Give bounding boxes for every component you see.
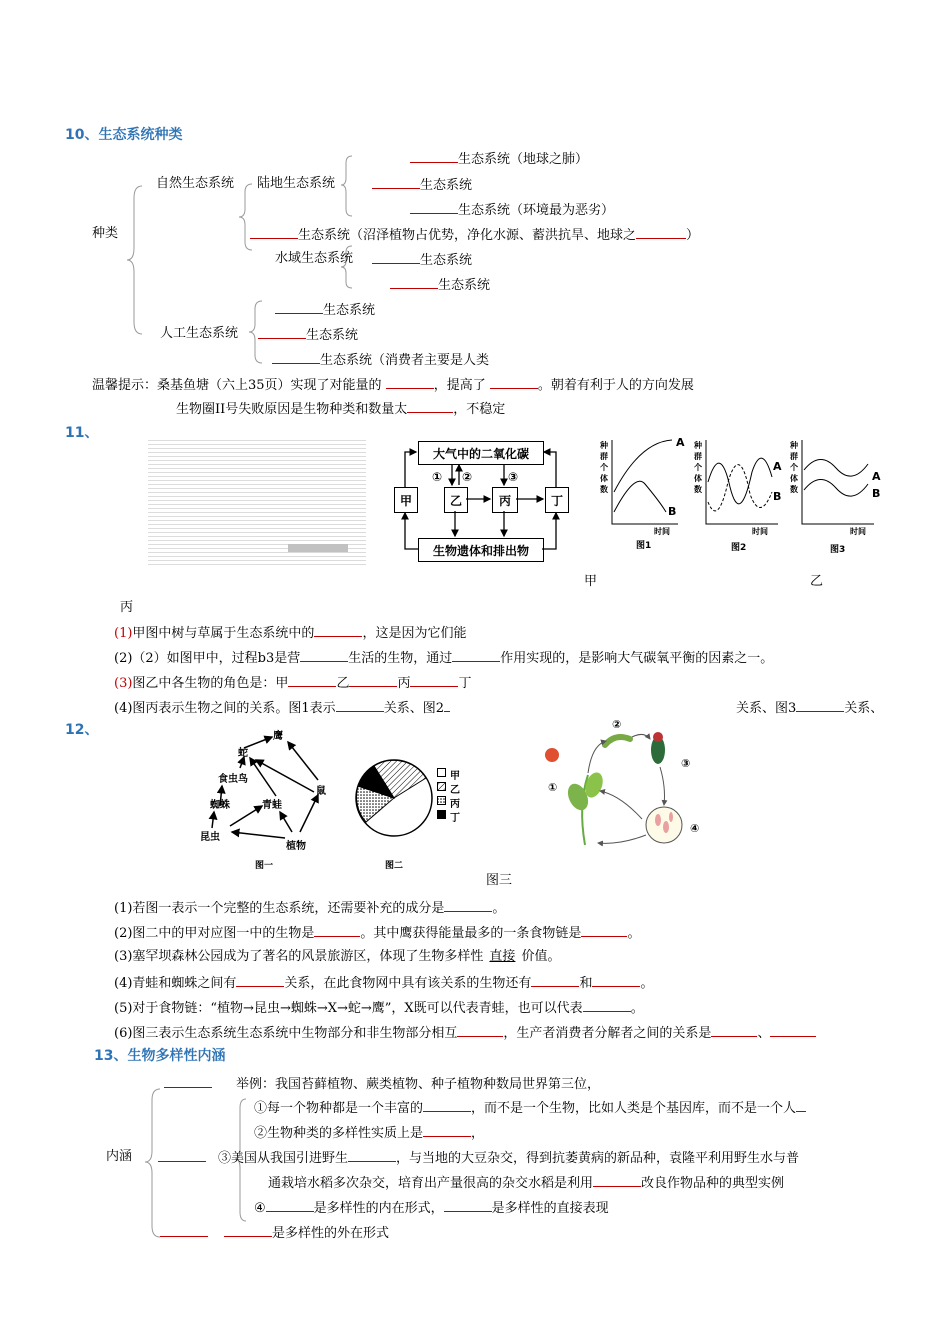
text: 是多样性的内在形式， [313, 1201, 444, 1216]
fig3-label-2: ② [612, 718, 622, 731]
text: 价值。 [521, 949, 561, 964]
g1-a: A [676, 436, 685, 449]
rengong-label: 人工生态系统 [160, 326, 239, 341]
blank[interactable] [348, 1149, 396, 1162]
pie-legend-swatches [437, 768, 447, 820]
text: 举例：我国苔藓植物、蕨类植物、种子植物种数局世界第三位， [236, 1077, 601, 1092]
node-frog: 青蛙 [262, 800, 282, 811]
text: (3)塞罕坝森林公园成为了著名的风景旅游区，体现了生物多样性 [114, 949, 484, 964]
text: ，这是因为它们能 [362, 626, 467, 641]
text: 甲图中树与草属于生态系统中的 [132, 626, 315, 641]
g3-b: B [872, 487, 881, 500]
ecosystem-cycle-illustration [540, 715, 710, 860]
remains-box: 生物遗体和排出物 [418, 538, 544, 562]
blank[interactable] [224, 1224, 272, 1237]
blank[interactable] [770, 1024, 816, 1037]
legend-yi: 乙 [450, 785, 460, 796]
legend-jia: 甲 [450, 771, 460, 782]
box-jia: 甲 [394, 487, 418, 513]
text: 生活的生物，通过 [348, 651, 453, 666]
qnum: (3) [114, 676, 133, 691]
answer-text: 直接 [489, 949, 516, 964]
s13-l2 [254, 1124, 484, 1142]
legend-ding: 丁 [450, 813, 460, 824]
sun-icon [545, 748, 559, 762]
blank[interactable] [593, 1174, 641, 1187]
text: (2)（2）如图甲中，过程b3是营 [114, 651, 301, 666]
s12-q4 [114, 974, 653, 992]
blank[interactable] [444, 1199, 492, 1212]
text: 。朝着有利于人的方向发展 [537, 378, 694, 393]
zhonglei-label: 种类 [92, 226, 119, 241]
fig3-label-1: ① [548, 781, 558, 794]
s12-q5 [114, 999, 644, 1017]
blank[interactable] [160, 1224, 208, 1237]
text: (6)图三表示生态系统生态系统中生物部分和非生物部分相互 [114, 1026, 458, 1041]
text: 生态系统 [323, 303, 376, 318]
text: 。 [627, 926, 641, 941]
graph-3-caption: 图3 [830, 545, 846, 555]
co2-box: 大气中的二氧化碳 [418, 441, 544, 465]
text: 乙 [336, 676, 350, 691]
section-13-title: 13、生物多样性内涵 [94, 1048, 226, 1064]
text: ④ [254, 1201, 266, 1216]
node-spider: 蜘蛛 [210, 800, 230, 811]
text: ，提高了 [433, 378, 486, 393]
box-bing: 丙 [492, 487, 518, 513]
blank[interactable] [423, 1099, 471, 1112]
shuiyu-label: 水域生态系统 [275, 251, 354, 266]
text: 。 [640, 976, 654, 991]
section-10-title: 10、生态系统种类 [65, 127, 183, 143]
fig3-label-3: ③ [681, 757, 691, 770]
text: (4)青蛙和蜘蛛之间有 [114, 976, 237, 991]
text: 改良作物品种的典型实例 [641, 1176, 785, 1191]
graph-1-caption: 图1 [636, 541, 652, 551]
y-label-3: 种群个体数 [790, 441, 798, 494]
g2-b: B [773, 490, 782, 503]
blank[interactable] [583, 999, 631, 1012]
caption-yi: 乙 [810, 574, 824, 589]
text: 、 [757, 1026, 771, 1041]
node-bird: 食虫鸟 [218, 774, 248, 785]
s12-q6 [114, 1024, 816, 1042]
text: 生态系统 [420, 253, 473, 268]
blank[interactable] [164, 1075, 212, 1088]
figure-2-caption: 图二 [385, 861, 404, 871]
text: 是多样性的外在形式 [272, 1226, 390, 1241]
text: 生态系统（环境最为恶劣） [458, 203, 615, 218]
text: ①每一个物种都是一个丰富的 [254, 1101, 424, 1116]
text: 关系、 [844, 701, 884, 716]
text: ，不稳定 [453, 402, 506, 417]
ziran-label: 自然生态系统 [156, 176, 235, 191]
text: 通栽培水稻多次杂交，培育出产量很高的杂交水稻是利用 [268, 1176, 594, 1191]
blank[interactable] [236, 974, 284, 987]
node-plant: 植物 [286, 841, 306, 852]
text: ③美国从我国引进野生 [218, 1151, 349, 1166]
pie-chart [354, 758, 434, 838]
text: ②生物种类的多样性实质上是 [254, 1126, 424, 1141]
arrow-label-1: ① [432, 470, 443, 484]
s13-l5 [254, 1199, 609, 1217]
text: 是多样性的直接表现 [491, 1201, 609, 1216]
text: (1)若图一表示一个完整的生态系统，还需要补充的成分是 [114, 901, 445, 916]
text: 生物圈II号失败原因是生物种类和数量太 [176, 402, 408, 417]
blank[interactable] [457, 1024, 503, 1037]
arrow-label-2: ② [462, 470, 473, 484]
ludi-label: 陆地生态系统 [257, 176, 336, 191]
text: ，与当地的大豆杂交，得到抗萎黄病的新品种，袁隆平利用野生水与普 [396, 1151, 800, 1166]
text: 作用实现的，是影响大气碳氧平衡的因素之一。 [500, 651, 774, 666]
arrow-label-3: ③ [508, 470, 519, 484]
node-insect: 昆虫 [200, 832, 220, 843]
box-yi: 乙 [444, 487, 468, 513]
blank[interactable] [711, 1024, 757, 1037]
caption-jia: 甲 [584, 574, 598, 589]
text: 关系、图2 [383, 701, 444, 716]
blank[interactable] [314, 924, 360, 937]
section-12-num: 12、 [65, 722, 99, 738]
node-mouse: 鼠 [316, 786, 326, 797]
text: ，生产者消费者分解者之间的关系是 [503, 1026, 712, 1041]
text: ，而不是一个生物，比如人类是个基因库，而不是一个人 [471, 1101, 797, 1116]
text: (4)图丙表示生物之间的关系。图1表示 [114, 701, 336, 716]
text: 温馨提示：桑基鱼塘（六上35页）实现了对能量的 [92, 378, 382, 393]
text: (5)对于食物链：“植物→昆虫→蜘蛛→X→蛇→鹰”，X既可以代表青蛙，也可以代表 [114, 1001, 583, 1016]
s13-l6 [160, 1224, 389, 1242]
g3-a: A [872, 470, 881, 483]
text: 生态系统（地球之肺） [458, 152, 589, 167]
box-ding: 丁 [545, 487, 569, 513]
figure-3-caption: 图三 [486, 873, 513, 888]
text: 丁 [458, 676, 472, 691]
x-label-2: 时间 [752, 527, 768, 536]
s12-q3 [114, 949, 560, 965]
g2-a: A [773, 460, 782, 473]
text: (2)图二中的甲对应图一中的生物是 [114, 926, 315, 941]
text: 生态系统 [438, 278, 491, 293]
text: 丙 [397, 676, 411, 691]
x-label-3: 时间 [850, 527, 866, 536]
blank[interactable] [796, 1099, 806, 1112]
s13-l3 [158, 1149, 799, 1167]
blank[interactable] [444, 899, 492, 912]
text: 。 [630, 1001, 644, 1016]
s12-q2 [114, 924, 640, 942]
text: 关系、图3 [736, 701, 797, 716]
text: 。 [492, 901, 506, 916]
text: 图乙中各生物的角色是：甲 [132, 676, 289, 691]
section-11-num: 11、 [65, 425, 99, 441]
neihan-label: 内涵 [106, 1149, 133, 1164]
figure-1-caption: 图一 [255, 861, 274, 871]
blank[interactable] [592, 974, 640, 987]
text: ） [686, 228, 700, 243]
text: 生态系统（消费者主要是人类 [320, 353, 490, 368]
s13-l1 [254, 1099, 806, 1117]
g1-b: B [668, 505, 677, 518]
y-label-1: 种群个体数 [600, 441, 608, 494]
text: ， [471, 1126, 485, 1141]
s12-q1 [114, 899, 505, 917]
node-ying: 鹰 [273, 731, 283, 742]
text: 生态系统 [306, 328, 359, 343]
s13-example [164, 1075, 600, 1093]
blank[interactable] [581, 924, 627, 937]
text: 关系，在此食物网中具有该关系的生物还有 [284, 976, 532, 991]
blank[interactable] [423, 1124, 471, 1137]
s13-l4 [268, 1174, 784, 1192]
blank[interactable] [531, 974, 579, 987]
blank[interactable] [266, 1199, 314, 1212]
graph-2-caption: 图2 [731, 543, 747, 553]
text: 生态系统 [420, 178, 473, 193]
blank[interactable] [158, 1149, 206, 1162]
node-she: 蛇 [238, 748, 248, 759]
qnum: (1) [114, 626, 133, 641]
fig3-label-4: ④ [690, 822, 700, 835]
legend-bing: 丙 [450, 799, 460, 810]
text: 生态系统（沼泽植物占优势，净化水源、蓄洪抗旱、地球之 [298, 228, 637, 243]
text: 和 [579, 976, 593, 991]
caption-bing: 丙 [120, 600, 134, 615]
x-label-1: 时间 [654, 527, 670, 536]
text: 。其中鹰获得能量最多的一条食物链是 [360, 926, 582, 941]
y-label-2: 种群个体数 [694, 441, 702, 494]
